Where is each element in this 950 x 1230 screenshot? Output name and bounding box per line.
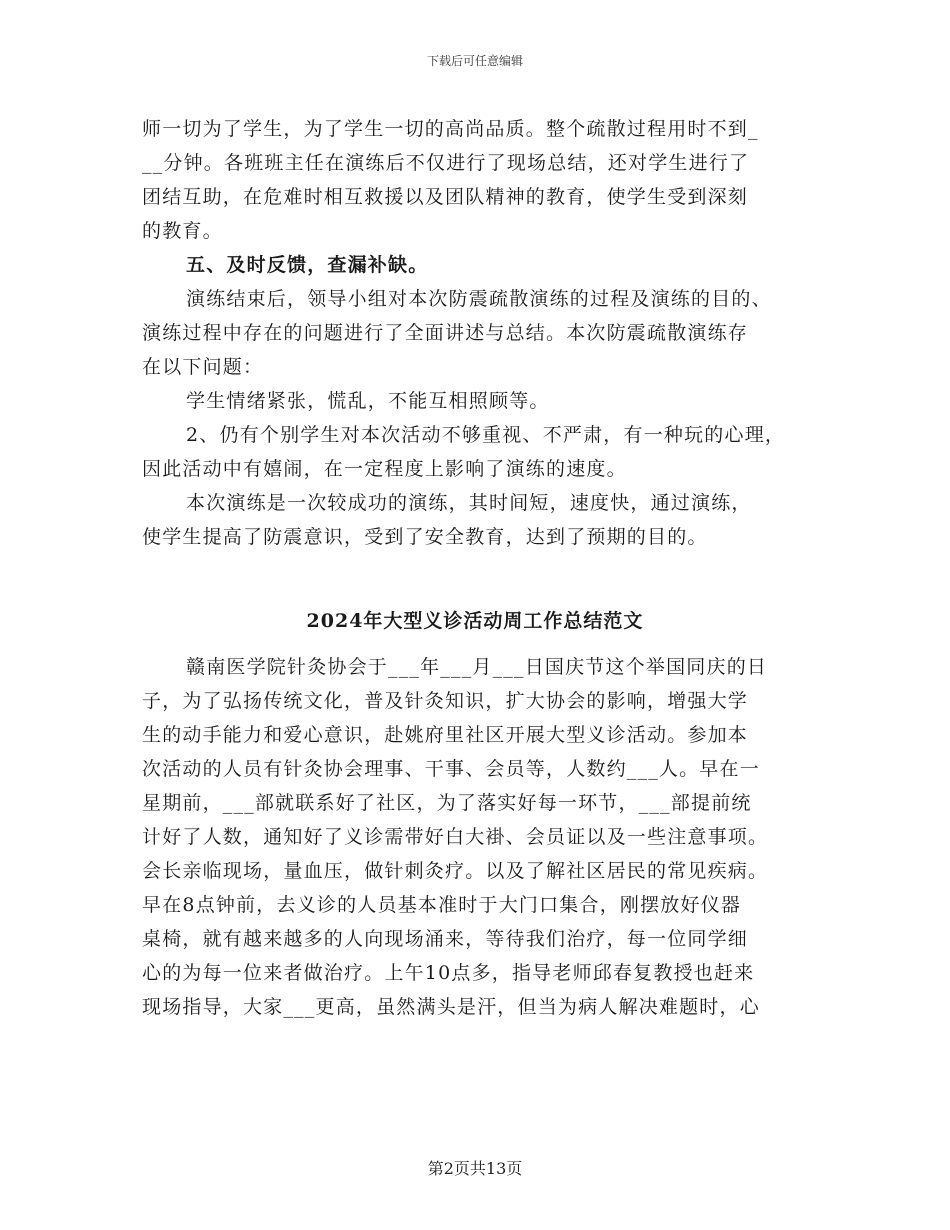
paragraph-line: 赣南医学院针灸协会于___年___月___日国庆节这个举国同庆的日	[186, 656, 768, 678]
paragraph-line: 星期前，___部就联系好了社区，为了落实好每一环节，___部提前统	[142, 792, 752, 814]
paragraph-line: 师一切为了学生，为了学生一切的高尚品质。整个疏散过程用时不到_	[142, 118, 759, 140]
paragraph-line: 本次演练是一次较成功的演练，其时间短，速度快，通过演练，	[186, 492, 752, 514]
page-footer: 第2页共13页	[427, 1159, 523, 1178]
paragraph-line: 的教育。	[142, 220, 223, 242]
paragraph-line: 现场指导，大家___更高，虽然满头是汗，但当为病人解决难题时，心	[142, 996, 760, 1018]
paragraph-line: 演练过程中存在的问题进行了全面讲述与总结。本次防震疏散演练存	[142, 322, 749, 344]
paragraph-line: 生的动手能力和爱心意识，赴姚府里社区开展大型义诊活动。参加本	[142, 724, 749, 746]
paragraph-line: __分钟。各班班主任在演练后不仅进行了现场总结，还对学生进行了	[142, 152, 750, 174]
paragraph-line: 计好了人数，通知好了义诊需带好白大褂、会员证以及一些注意事项。	[142, 826, 769, 848]
paragraph-line: 子，为了弘扬传统文化，普及针灸知识，扩大协会的影响，增强大学	[142, 690, 749, 712]
paragraph-line: 团结互助，在危难时相互救援以及团队精神的教育，使学生受到深刻	[142, 186, 749, 208]
paragraph-line: 在以下问题：	[142, 356, 264, 378]
paragraph-line: 2、仍有个别学生对本次活动不够重视、不严肃，有一种玩的心理，	[186, 424, 786, 446]
paragraph-line: 学生情绪紧张，慌乱，不能互相照顾等。	[186, 390, 550, 412]
paragraph-line: 会长亲临现场，量血压，做针刺灸疗。以及了解社区居民的常见疾病。	[142, 860, 769, 882]
page-header: 下载后可任意编辑	[426, 54, 523, 68]
paragraph-line: 演练结束后，领导小组对本次防震疏散演练的过程及演练的目的、	[186, 288, 772, 310]
paragraph-line: 因此活动中有嬉闹，在一定程度上影响了演练的速度。	[142, 458, 627, 480]
section-heading: 五、及时反馈，查漏补缺。	[186, 254, 429, 276]
paragraph-line: 心的为每一位来者做治疗。上午10点多，指导老师邱春复教授也赶来	[142, 962, 755, 984]
paragraph-line: 早在8点钟前，去义诊的人员基本准时于大门口集合，刚摆放好仪器	[142, 894, 742, 916]
article-title: 2024年大型义诊活动周工作总结范文	[306, 610, 644, 632]
paragraph-line: 桌椅，就有越来越多的人向现场涌来，等待我们治疗，每一位同学细	[142, 928, 749, 950]
paragraph-line: 次活动的人员有针灸协会理事、干事、会员等，人数约___人。早在一	[142, 758, 760, 780]
document-body	[142, 112, 822, 554]
paragraph-line: 使学生提高了防震意识，受到了安全教育，达到了预期的目的。	[142, 526, 708, 548]
article-body	[142, 650, 822, 1024]
